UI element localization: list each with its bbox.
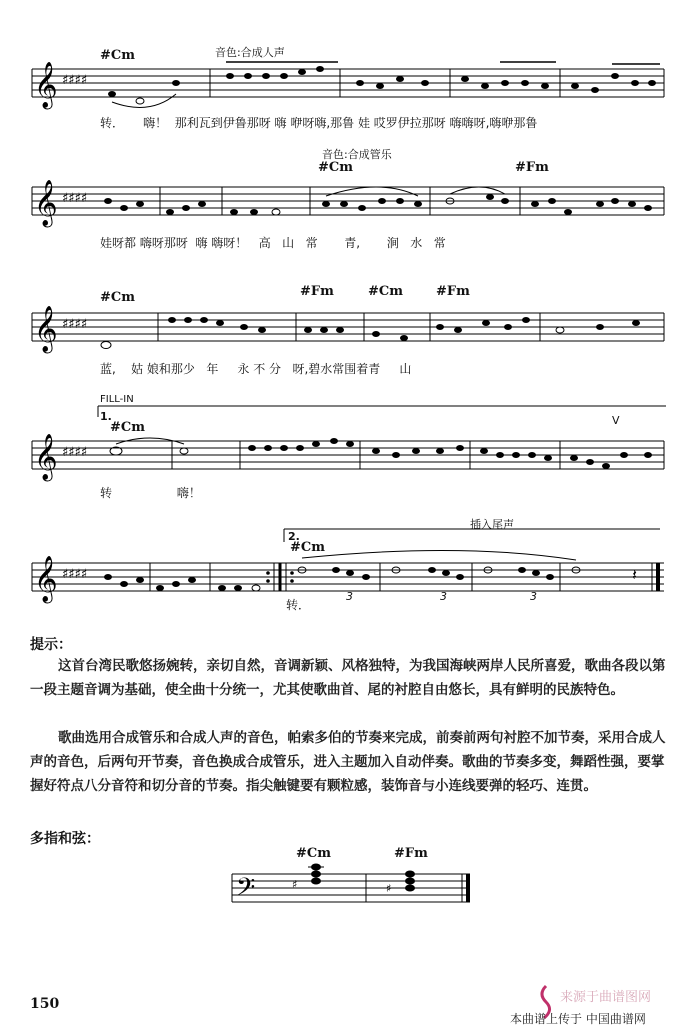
chord-symbol: #Fm <box>300 284 334 299</box>
chord-symbol: #Cm <box>296 846 331 861</box>
staff-system-3 <box>0 298 700 368</box>
svg-text:𝄢: 𝄢 <box>236 873 256 908</box>
breath-mark: V <box>612 414 620 427</box>
svg-text:♯: ♯ <box>386 882 392 895</box>
chord-symbol: #Cm <box>110 420 145 435</box>
lyrics-line: 转． <box>286 598 311 612</box>
tips-heading: 提示： <box>30 637 72 653</box>
timbre-annotation: 音色:合成人声 <box>215 46 285 59</box>
volta-number: 2. <box>288 530 300 543</box>
chord-symbol: #Fm <box>436 284 470 299</box>
timbre-annotation: 音色:合成管乐 <box>322 148 392 161</box>
svg-text:𝄞: 𝄞 <box>34 556 58 602</box>
volta-bracket-1 <box>96 405 676 417</box>
chord-symbol: #Cm <box>318 160 353 175</box>
volta-bracket-2 <box>282 528 682 542</box>
svg-text:𝄞: 𝄞 <box>34 434 58 480</box>
lyrics-line: 转． 嗨！ 那利瓦到伊鲁那呀 嗨 咿呀嗨,那鲁 娃 哎罗伊拉那呀 嗨嗨呀,嗨咿那鲁 <box>100 116 538 130</box>
svg-text:♯♯♯♯: ♯♯♯♯ <box>62 445 88 460</box>
chord-symbol: #Cm <box>368 284 403 299</box>
tips-paragraph-2: 歌曲选用合成管乐和合成人声的音色，帕索多伯的节奏来完成，前奏前两句衬腔不加节奏，采用合成人声的音色，后两句开节奏，音色换成合成管乐，进入主题加入自动伴奏。歌曲的节奏多变，舞蹈性强，要掌握好符点八分音符和切分音的节奏。指尖触键要有颗粒感，装饰音与小连线要弹的轻巧、连贯。 <box>30 730 666 794</box>
tips-paragraph-1: 这首台湾民歌悠扬婉转，亲切自然，音调新颖、风格独特，为我国海峡两岸人民所喜爱，歌曲各段以第一段主题音调为基础，使全曲十分统一，尤其使歌曲首、尾的衬腔自由悠长，具有鲜明的民族特色。 <box>30 658 666 698</box>
staff-system-5 <box>0 548 700 628</box>
chord-symbol: #Cm <box>100 290 135 305</box>
lyrics-line: 蓝, 姑 娘和那少 年 永 不 分 呀,碧水常围着青 山 <box>100 362 412 376</box>
svg-text:𝄞: 𝄞 <box>34 180 58 226</box>
svg-text:𝄞: 𝄞 <box>34 306 58 352</box>
svg-text:♯♯♯♯: ♯♯♯♯ <box>62 73 88 88</box>
svg-text:♯♯♯♯: ♯♯♯♯ <box>62 567 88 582</box>
triplet-mark: 3 <box>530 590 537 603</box>
triplet-mark: 3 <box>346 590 353 603</box>
svg-text:♯♯♯♯: ♯♯♯♯ <box>62 317 88 332</box>
watermark-upload: 本曲谱上传于 中国曲谱网 <box>510 1012 646 1026</box>
triplet-mark: 3 <box>440 590 447 603</box>
svg-text:♯♯♯♯: ♯♯♯♯ <box>62 191 88 206</box>
svg-text:♯: ♯ <box>292 878 298 891</box>
chord-symbol: #Cm <box>100 48 135 63</box>
staff-system-2 <box>0 172 700 242</box>
chord-symbol: #Fm <box>394 846 428 861</box>
svg-text:𝄽: 𝄽 <box>632 565 637 584</box>
lyrics-line: 转 嗨！ <box>100 486 201 500</box>
bass-clef-chord-staff <box>224 858 484 918</box>
volta-number: 1. <box>100 410 112 423</box>
chord-symbol: #Cm <box>290 540 325 555</box>
watermark-source: 来源于曲谱图网 <box>560 990 652 1005</box>
coda-annotation: 插入尾声 <box>470 518 514 531</box>
fill-in-annotation: FILL-IN <box>100 394 134 405</box>
page-number: 150 <box>30 996 60 1012</box>
lyrics-line: 娃呀都 嗨呀那呀 嗨 嗨呀！ 高 山 常 青, 涧 水 常 <box>100 236 446 250</box>
chord-symbol: #Fm <box>515 160 549 175</box>
svg-text:𝄞: 𝄞 <box>34 62 58 108</box>
multi-finger-heading: 多指和弦： <box>30 831 100 847</box>
